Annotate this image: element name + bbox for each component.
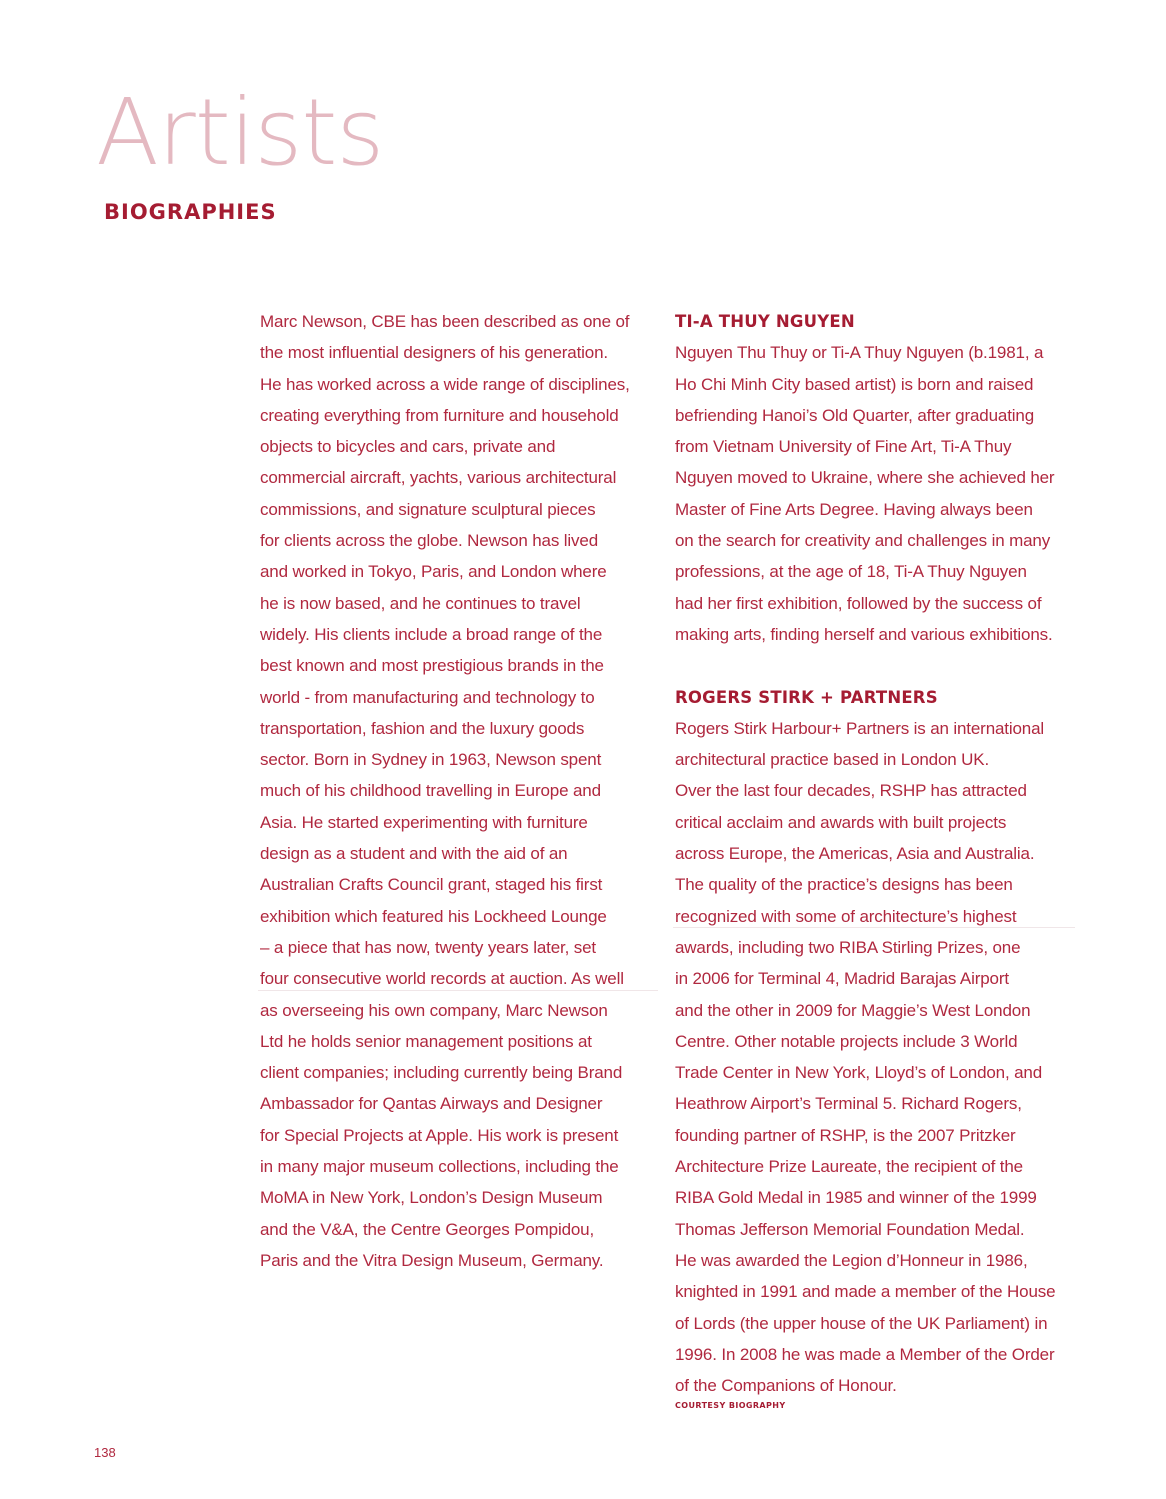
biography-section-rogers-stirk-partners	[675, 682, 1085, 1402]
text-line: Rogers Stirk Harbour+ Partners is an international	[675, 718, 1045, 738]
text-line: creating everything from furniture and household	[260, 405, 619, 425]
text-line: from Vietnam University of Fine Art, Ti-A Thuy	[675, 437, 1012, 457]
text-line: he is now based, and he continues to travel	[260, 593, 581, 613]
text-line: sector. Born in Sydney in 1963, Newson spent	[260, 750, 602, 770]
text-line: MoMA in New York, London’s Design Museum	[260, 1188, 603, 1208]
text-line: He has worked across a wide range of disciplines,	[260, 374, 630, 394]
text-line: The quality of the practice’s designs has been	[675, 875, 1013, 895]
biography-section-ti-a-thuy-nguyen	[675, 306, 1085, 650]
text-line: commercial aircraft, yachts, various architectural	[260, 468, 617, 488]
page-number: 138	[94, 1445, 116, 1460]
text-line: Asia. He started experimenting with furniture	[260, 812, 588, 832]
text-line: Ambassador for Qantas Airways and Designer	[260, 1094, 603, 1114]
text-line: and worked in Tokyo, Paris, and London where	[260, 562, 607, 582]
text-line: Centre. Other notable projects include 3 World	[675, 1031, 1018, 1051]
text-line: Architecture Prize Laureate, the recipient of the	[675, 1157, 1023, 1177]
divider-line	[673, 927, 1075, 928]
text-line: for clients across the globe. Newson has lived	[260, 531, 598, 551]
section-heading: ROGERS STIRK + PARTNERS	[675, 687, 938, 707]
text-line: 1996. In 2008 he was made a Member of the Order	[675, 1344, 1055, 1364]
text-line: much of his childhood travelling in Europe and	[260, 781, 601, 801]
text-line: client companies; including currently being Brand	[260, 1063, 623, 1083]
section-heading: TI-A THUY NGUYEN	[675, 312, 855, 331]
text-line: the most influential designers of his generation.	[260, 343, 608, 363]
text-line: Marc Newson, CBE has been described as one of	[260, 312, 630, 331]
text-line: Heathrow Airport’s Terminal 5. Richard Rogers,	[675, 1094, 1022, 1114]
page-title: Artists	[96, 79, 384, 186]
text-line: Thomas Jefferson Memorial Foundation Medal.	[675, 1219, 1025, 1239]
text-line: – a piece that has now, twenty years later, set	[260, 937, 596, 957]
text-line: in 2006 for Terminal 4, Madrid Barajas Airport	[675, 969, 1009, 989]
text-line: world - from manufacturing and technology to	[260, 687, 595, 707]
text-line: making arts, finding herself and various exhibitions.	[675, 624, 1053, 644]
text-line: founding partner of RSHP, is the 2007 Pritzker	[675, 1125, 1016, 1145]
text-line: He was awarded the Legion d’Honneur in 1986,	[675, 1250, 1028, 1270]
text-line: objects to bicycles and cars, private and	[260, 437, 556, 457]
text-line: Nguyen moved to Ukraine, where she achieved her	[675, 468, 1055, 488]
page-subtitle: BIOGRAPHIES	[104, 200, 277, 224]
text-line: Ltd he holds senior management positions at	[260, 1031, 592, 1051]
text-line: for Special Projects at Apple. His work is present	[260, 1125, 619, 1145]
text-line: design as a student and with the aid of an	[260, 844, 568, 864]
divider-line	[258, 990, 658, 991]
courtesy-credit: COURTESY BIOGRAPHY	[675, 1401, 786, 1411]
text-line: as overseeing his own company, Marc Newson	[260, 1000, 608, 1020]
text-line: professions, at the age of 18, Ti-A Thuy Nguyen	[675, 562, 1027, 582]
text-line: and the other in 2009 for Maggie’s West London	[675, 1000, 1031, 1020]
text-line: and the V&A, the Centre Georges Pompidou,	[260, 1219, 595, 1239]
text-line: knighted in 1991 and made a member of the House	[675, 1282, 1056, 1302]
text-line: commissions, and signature sculptural pieces	[260, 499, 596, 519]
text-line: transportation, fashion and the luxury goods	[260, 718, 585, 738]
text-line: best known and most prestigious brands in the	[260, 656, 604, 676]
text-line: exhibition which featured his Lockheed Lounge	[260, 906, 607, 926]
right-biographies-column	[675, 306, 1085, 1413]
text-line: four consecutive world records at auction. As well	[260, 969, 624, 989]
text-line: Trade Center in New York, Lloyd’s of London, and	[675, 1063, 1043, 1083]
section-gap	[675, 650, 1085, 681]
marc-newson-biography	[260, 306, 660, 1276]
text-line: Paris and the Vitra Design Museum, Germany.	[260, 1250, 604, 1270]
text-line: across Europe, the Americas, Asia and Australia.	[675, 844, 1035, 864]
text-line: had her first exhibition, followed by the success of	[675, 593, 1042, 613]
text-line: widely. His clients include a broad range of the	[260, 624, 603, 644]
text-line: critical acclaim and awards with built projects	[675, 812, 1007, 832]
text-line: awards, including two RIBA Stirling Prizes, one	[675, 937, 1021, 957]
text-line: Ho Chi Minh City based artist) is born and raised	[675, 374, 1034, 394]
text-line: in many major museum collections, including the	[260, 1157, 619, 1177]
text-line: Nguyen Thu Thuy or Ti-A Thuy Nguyen (b.1981, a	[675, 343, 1044, 363]
text-line: of Lords (the upper house of the UK Parliament) in	[675, 1313, 1048, 1333]
text-line: architectural practice based in London UK.	[675, 750, 990, 770]
text-line: RIBA Gold Medal in 1985 and winner of the 1999	[675, 1188, 1037, 1208]
text-line: Australian Crafts Council grant, staged his first	[260, 875, 603, 895]
text-line: Over the last four decades, RSHP has attracted	[675, 781, 1027, 801]
text-line: befriending Hanoi’s Old Quarter, after graduating	[675, 405, 1035, 425]
text-line: of the Companions of Honour.	[675, 1376, 897, 1396]
text-line: recognized with some of architecture’s highest	[675, 906, 1017, 926]
text-line: on the search for creativity and challenges in many	[675, 531, 1051, 551]
text-line: Master of Fine Arts Degree. Having always been	[675, 499, 1033, 519]
